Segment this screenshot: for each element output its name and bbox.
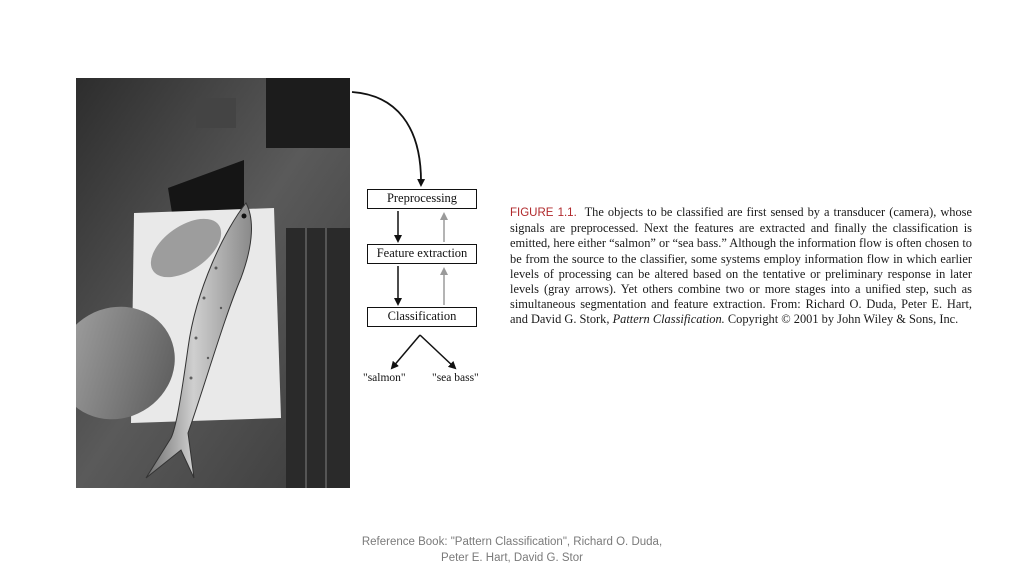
caption-text-part2: Copyright © 2001 by John Wiley & Sons, Inc. — [727, 312, 959, 327]
photo-machinery — [266, 78, 350, 148]
camera-to-preprocessing-arrow — [352, 92, 421, 185]
footer-line-1: Reference Book: "Pattern Classification", Richard O. Duda, — [361, 536, 663, 548]
output-sea-bass: "sea bass" — [432, 372, 479, 384]
stage-preprocessing: Preprocessing — [367, 189, 477, 209]
figure-caption — [510, 205, 972, 328]
footer-line-2: Peter E. Hart, David G. Stor — [441, 552, 583, 564]
figure-label: FIGURE 1.1. — [510, 207, 577, 219]
diagram-arrows — [340, 85, 490, 395]
output-arrow-sea-bass — [420, 335, 455, 368]
output-salmon: "salmon" — [363, 372, 406, 384]
stage-feature-extraction: Feature extraction — [367, 244, 477, 264]
reference-footer — [312, 534, 712, 566]
stage-classification: Classification — [367, 307, 477, 327]
processing-diagram — [340, 85, 490, 395]
fish-photo — [76, 78, 350, 488]
output-arrow-salmon — [392, 335, 420, 368]
caption-book-title: Pattern Classification. — [612, 312, 725, 327]
caption-text-part1: The objects to be classified are first sensed by a transducer (camera), whose signals are preprocessed. Next the features are extracted and finally the classification is emitted, here either “salmon” or “sea bass.” Although the information flow is often chosen to be from the source to the classifier, some systems employ information flow in which earlier levels of processing can be altered based on the tentative or preliminary response in later levels (gray arrows). Yet others combine two or more stages into a unified step, such as simultaneous segmentation and feature extraction. From: Richard O. Duda, Peter E. Hart, and David G. Stork, — [510, 205, 973, 327]
